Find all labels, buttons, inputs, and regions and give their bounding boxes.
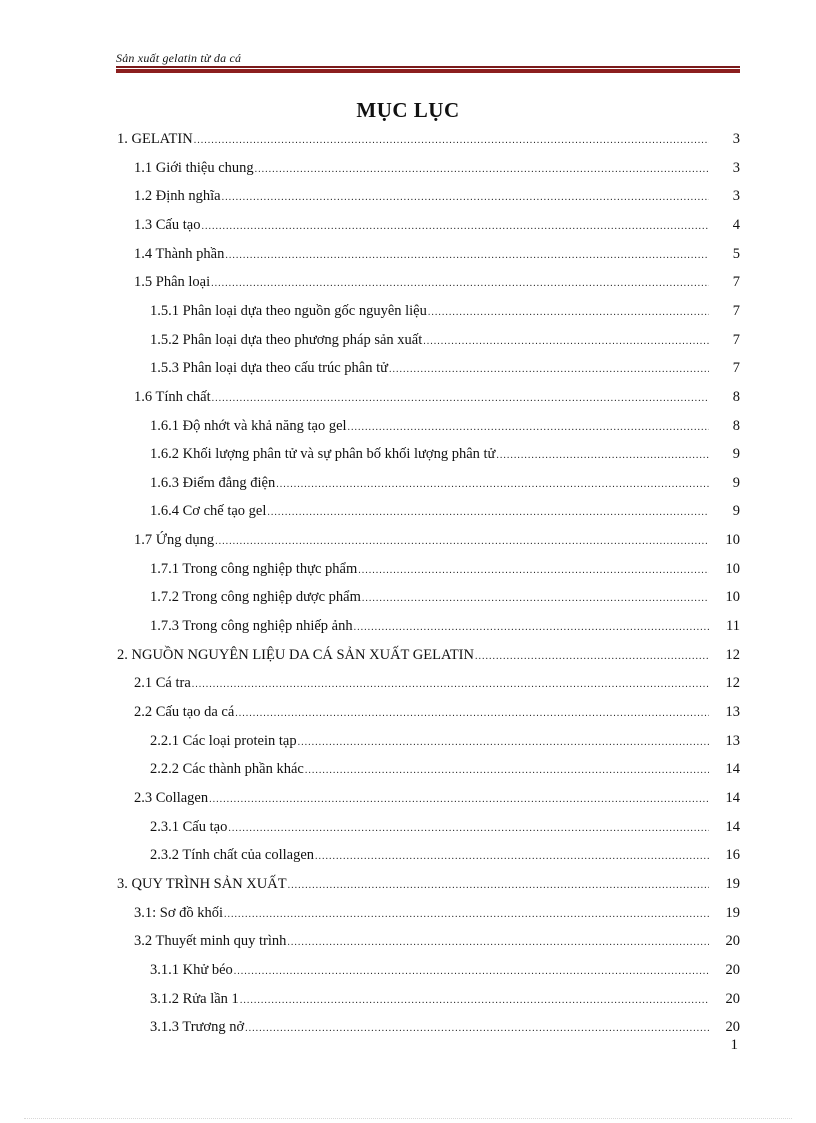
toc-dot-leader (194, 135, 709, 146)
toc-entry-label: 1.7 Ứng dụng (134, 532, 215, 548)
toc-entry-label: 1.6.2 Khối lượng phân tử và sự phân bố khối lượng phân tử (150, 446, 496, 462)
toc-entry-page: 10 (725, 532, 740, 548)
toc-entry-label: 2.3 Collagen (134, 790, 209, 806)
toc-entry-label: 1.6.4 Cơ chế tạo gel (150, 503, 267, 519)
toc-entry[interactable] (134, 905, 740, 925)
toc-dot-leader (305, 765, 709, 776)
toc-entry[interactable] (150, 819, 740, 839)
toc-entry-label: 1.7.3 Trong công nghiệp nhiếp ảnh (150, 618, 353, 634)
toc-entry-page: 20 (725, 962, 740, 978)
toc-entry-page: 9 (732, 446, 740, 462)
toc-entry-label: 3.1.2 Rửa lần 1 (150, 991, 239, 1007)
toc-entry[interactable] (150, 561, 740, 581)
toc-entry-page: 7 (732, 332, 740, 348)
toc-entry-page: 3 (732, 131, 740, 147)
toc-entry-page: 13 (725, 704, 740, 720)
toc-entry-page: 10 (725, 589, 740, 605)
toc-entry-label: 3.1: Sơ đồ khối (134, 905, 224, 921)
toc-entry[interactable] (150, 618, 740, 638)
toc-entry-page: 20 (725, 933, 740, 949)
toc-entry-label: 1.1 Giới thiệu chung (134, 160, 254, 176)
header-rule-thick (116, 69, 740, 73)
toc-entry[interactable] (117, 647, 740, 667)
toc-entry-label: 1.5.2 Phân loại dựa theo phương pháp sản xuất (150, 332, 423, 348)
toc-entry-page: 20 (725, 991, 740, 1007)
toc-entry[interactable] (150, 733, 740, 753)
header-rule-thin (116, 66, 740, 68)
toc-dot-leader (255, 164, 709, 175)
toc-entry-page: 9 (732, 503, 740, 519)
toc-dot-leader (240, 995, 709, 1006)
toc-entry-label: 1.6.1 Độ nhớt và khả năng tạo gel (150, 418, 347, 434)
toc-entry[interactable] (150, 475, 740, 495)
toc-dot-leader (212, 393, 709, 404)
toc-dot-leader (315, 851, 709, 862)
toc-entry[interactable] (150, 360, 740, 380)
toc-dot-leader (222, 192, 709, 203)
toc-entry[interactable] (134, 532, 740, 552)
toc-entry[interactable] (134, 217, 740, 237)
toc-entry-label: 2.2.1 Các loại protein tạp (150, 733, 297, 749)
toc-dot-leader (358, 565, 709, 576)
toc-entry-label: 2. NGUỒN NGUYÊN LIỆU DA CÁ SẢN XUẤT GELATIN (117, 647, 474, 663)
toc-entry-page: 10 (725, 561, 740, 577)
toc-entry-page: 14 (725, 790, 740, 806)
toc-entry[interactable] (150, 991, 740, 1011)
toc-entry-label: 1.5.3 Phân loại dựa theo cấu trúc phân tử (150, 360, 388, 376)
toc-dot-leader (362, 593, 709, 604)
toc-dot-leader (496, 450, 709, 461)
toc-entry[interactable] (150, 1019, 740, 1039)
toc-entry[interactable] (150, 446, 740, 466)
toc-dot-leader (287, 937, 709, 948)
toc-entry[interactable] (117, 876, 740, 896)
toc-entry[interactable] (150, 589, 740, 609)
toc-entry[interactable] (134, 704, 740, 724)
toc-dot-leader (192, 679, 709, 690)
toc-dot-leader (245, 1023, 709, 1034)
toc-entry[interactable] (134, 790, 740, 810)
toc-entry-label: 3. QUY TRÌNH SẢN XUẤT (117, 876, 287, 892)
toc-entry-label: 1. GELATIN (117, 131, 193, 147)
toc-dot-leader (354, 622, 709, 633)
toc-entry-label: 1.4 Thành phần (134, 246, 225, 262)
toc-dot-leader (225, 250, 709, 261)
toc-entry-page: 14 (725, 761, 740, 777)
toc-dot-leader (288, 880, 709, 891)
toc-entry-label: 1.5.1 Phân loại dựa theo nguồn gốc nguyên liệu (150, 303, 427, 319)
toc-entry-label: 1.6 Tính chất (134, 389, 211, 405)
toc-entry[interactable] (134, 274, 740, 294)
toc-dot-leader (211, 278, 709, 289)
toc-entry-page: 19 (725, 876, 740, 892)
toc-entry-label: 3.1.1 Khử béo (150, 962, 233, 978)
toc-entry-page: 9 (732, 475, 740, 491)
toc-entry[interactable] (150, 418, 740, 438)
toc-entry[interactable] (134, 246, 740, 266)
toc-dot-leader (224, 909, 709, 920)
toc-entry[interactable] (150, 332, 740, 352)
running-header: Sản xuất gelatin từ da cá (116, 51, 242, 65)
toc-entry[interactable] (134, 675, 740, 695)
toc-entry[interactable] (150, 962, 740, 982)
toc-entry-page: 3 (732, 160, 740, 176)
toc-entry-label: 1.2 Định nghĩa (134, 188, 221, 204)
toc-entry-page: 12 (725, 675, 740, 691)
toc-entry-page: 14 (725, 819, 740, 835)
toc-entry[interactable] (150, 847, 740, 867)
toc-dot-leader (348, 422, 709, 433)
toc-entry-page: 7 (732, 360, 740, 376)
page-title: MỤC LỤC (356, 98, 460, 122)
toc-entry-label: 1.7.1 Trong công nghiệp thực phẩm (150, 561, 358, 577)
toc-entry[interactable] (134, 188, 740, 208)
toc-entry-label: 1.6.3 Điểm đẳng điện (150, 475, 276, 491)
page-number: 1 (730, 1037, 738, 1053)
toc-entry-page: 16 (725, 847, 740, 863)
toc-entry[interactable] (134, 160, 740, 180)
toc-entry-label: 3.2 Thuyết minh quy trình (134, 933, 287, 949)
toc-dot-leader (389, 364, 709, 375)
toc-entry-label: 3.1.3 Trương nở (150, 1019, 245, 1035)
toc-entry-label: 2.1 Cá tra (134, 675, 191, 691)
toc-entry-label: 1.5 Phân loại (134, 274, 211, 290)
toc-dot-leader (228, 823, 709, 834)
toc-entry-label: 2.2 Cấu tạo da cá (134, 704, 235, 720)
toc-entry-page: 4 (732, 217, 740, 233)
toc-entry-page: 8 (732, 418, 740, 434)
toc-dot-leader (209, 794, 709, 805)
toc-entry-page: 20 (725, 1019, 740, 1035)
toc-dot-leader (234, 966, 709, 977)
page-bottom-border (24, 1118, 792, 1120)
toc-entry-label: 2.2.2 Các thành phần khác (150, 761, 304, 777)
toc-dot-leader (235, 708, 709, 719)
toc-entry-page: 7 (732, 303, 740, 319)
toc-entry[interactable] (150, 761, 740, 781)
toc-dot-leader (423, 336, 709, 347)
toc-dot-leader (201, 221, 709, 232)
toc-entry-page: 7 (732, 274, 740, 290)
toc-entry-page: 13 (725, 733, 740, 749)
toc-entry-page: 8 (732, 389, 740, 405)
toc-dot-leader (475, 651, 709, 662)
toc-entry-page: 3 (732, 188, 740, 204)
toc-entry[interactable] (134, 389, 740, 409)
toc-dot-leader (428, 307, 709, 318)
toc-entry-label: 1.3 Cấu tạo (134, 217, 201, 233)
toc-entry[interactable] (150, 303, 740, 323)
toc-entry-page: 11 (726, 618, 740, 634)
toc-dot-leader (298, 737, 709, 748)
toc-entry-label: 2.3.2 Tính chất của collagen (150, 847, 315, 863)
toc-entry-label: 2.3.1 Cấu tạo (150, 819, 228, 835)
toc-dot-leader (215, 536, 709, 547)
toc-entry[interactable] (134, 933, 740, 953)
toc-entry-page: 5 (732, 246, 740, 262)
toc-entry-label: 1.7.2 Trong công nghiệp dược phẩm (150, 589, 361, 605)
toc-dot-leader (276, 479, 709, 490)
toc-entry[interactable] (117, 131, 740, 151)
toc-dot-leader (267, 507, 709, 518)
toc-entry-page: 19 (725, 905, 740, 921)
toc-entry[interactable] (150, 503, 740, 523)
toc-entry-page: 12 (725, 647, 740, 663)
